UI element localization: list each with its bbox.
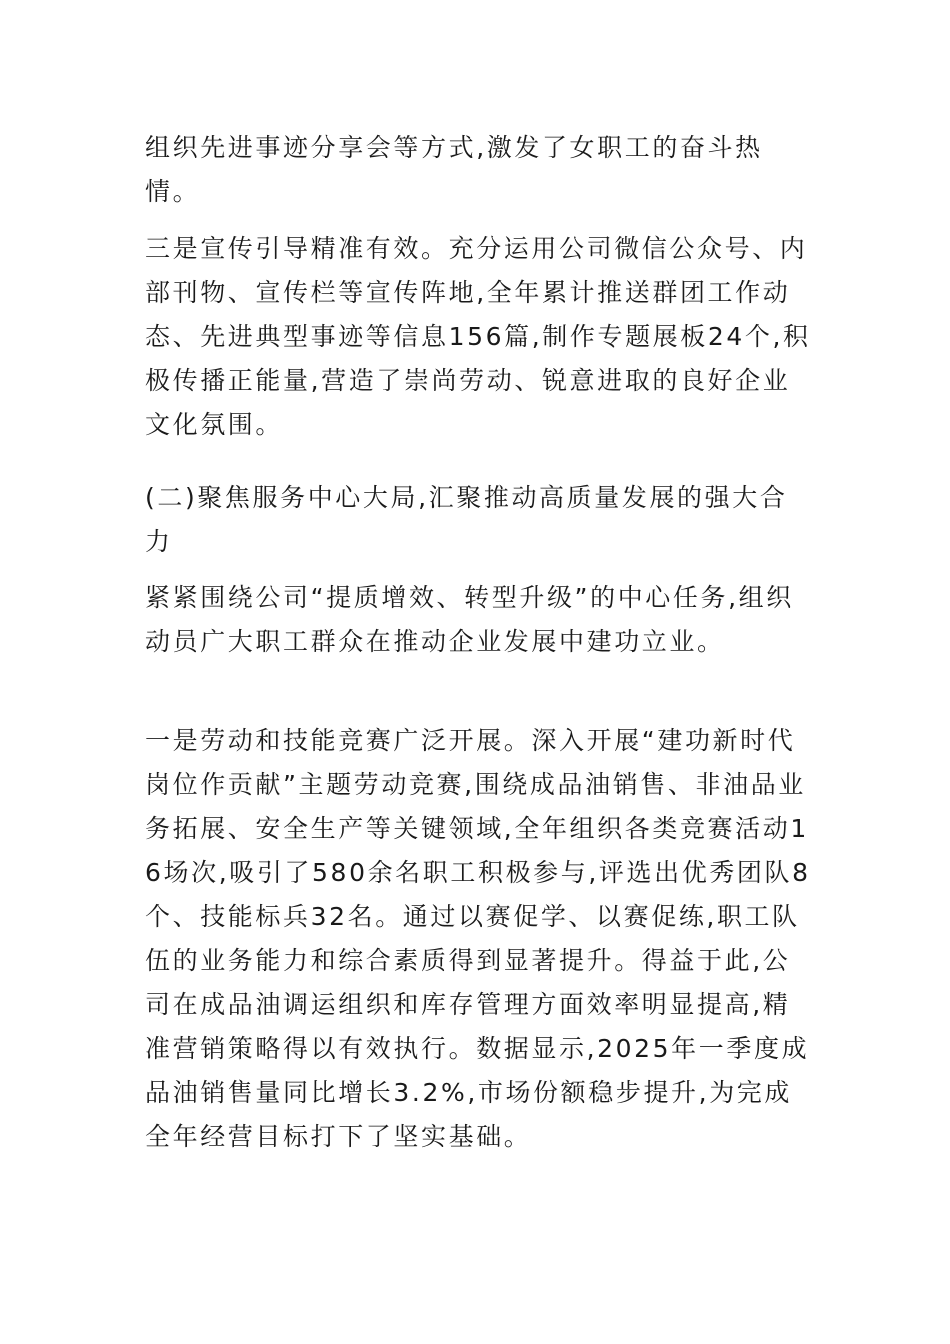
paragraph-publicity-guidance: 三是宣传引导精准有效。充分运用公司微信公众号、内部刊物、宣传栏等宣传阵地,全年累计推送群团工作动态、先进典型事迹等信息156篇,制作专题展板24个,积极传播正能量,营造了崇尚劳动、锐意进取的良好企业文化氛围。 — [145, 234, 811, 439]
paragraph-labor-skill-competitions: 一是劳动和技能竞赛广泛开展。深入开展“建功新时代岗位作贡献”主题劳动竞赛,围绕成品油销售、非油品业务拓展、安全生产等关键领域,全年组织各类竞赛活动16场次,吸引了580余名职工积极参与,评选出优秀团队8个、技能标兵32名。通过以赛促学、以赛促练,职工队伍的业务能力和综合素质得到显著提升。得益于此,公司在成品油调运组织和库存管理方面效率明显提高,精准营销策略得以有效执行。数据显示,2025年一季度成品油销售量同比增长3.2%,市场份额稳步提升,为完成全年经营目标打下了坚实基础。 — [145, 726, 811, 1151]
paragraph-women-workers-activities: 组织先进事迹分享会等方式,激发了女职工的奋斗热情。 — [145, 133, 763, 206]
paragraph-central-task: 紧紧围绕公司“提质增效、转型升级”的中心任务,组织动员广大职工群众在推动企业发展中建功立业。 — [145, 583, 794, 656]
section-heading: (二)聚焦服务中心大局,汇聚推动高质量发展的强大合力 — [145, 483, 788, 556]
